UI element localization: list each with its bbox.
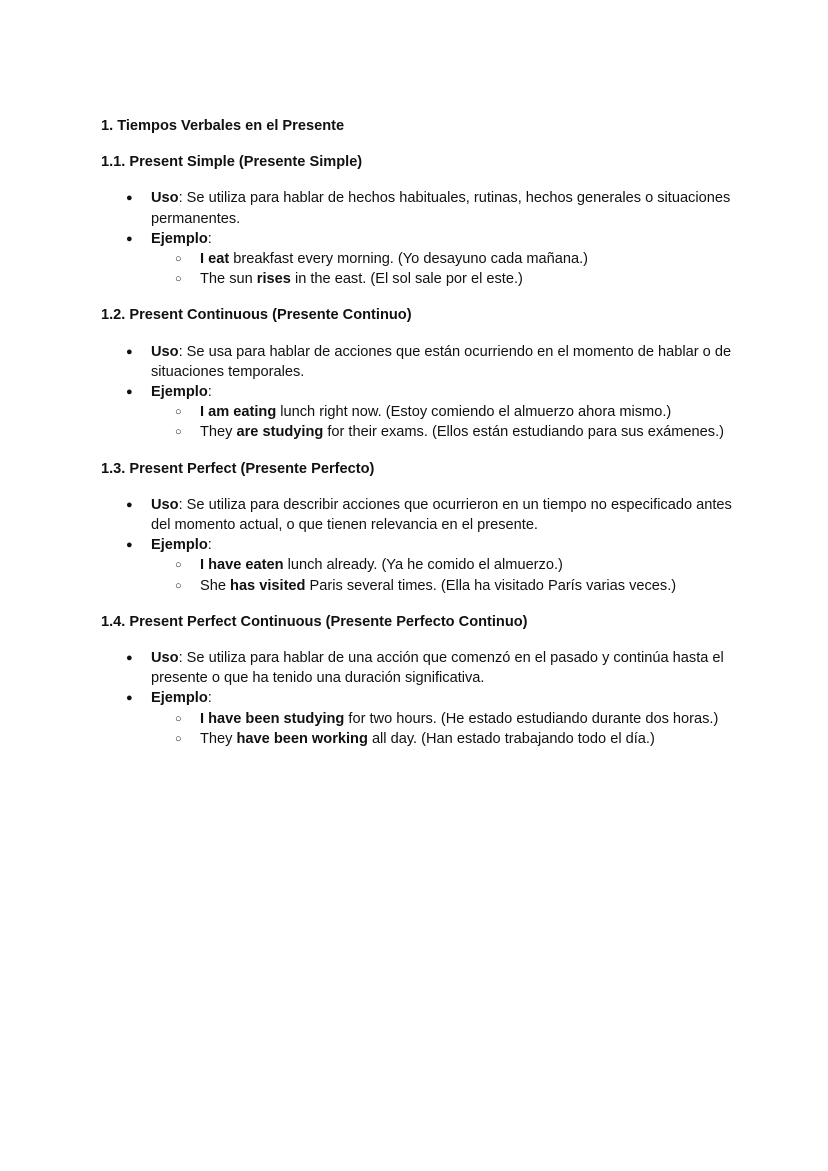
uso-label: Uso — [151, 496, 179, 513]
bullet-list — [101, 342, 741, 443]
example-pre: The sun — [200, 271, 257, 288]
section-present-continuous — [101, 305, 741, 442]
document-page — [101, 116, 741, 765]
example-list — [151, 709, 741, 749]
document-title: 1. Tiempos Verbales en el Presente — [101, 118, 345, 134]
example-post: lunch already. (Ya he comido el almuerzo.) — [283, 557, 563, 574]
example-item — [200, 729, 741, 749]
example-item — [200, 269, 741, 289]
example-list — [151, 402, 741, 442]
ejemplo-item — [151, 382, 741, 443]
bullet-list — [101, 495, 741, 596]
uso-text: : Se utiliza para hablar de una acción que comenzó en el pasado y continúa hasta el presente o que ha tenido una duración significativa. — [151, 650, 724, 687]
example-bold: I eat — [200, 251, 230, 268]
example-item — [200, 576, 741, 596]
example-bold: I have been studying — [200, 710, 345, 727]
example-item — [200, 402, 741, 422]
example-post: in the east. (El sol sale por el este.) — [290, 271, 523, 288]
ejemplo-colon: : — [207, 690, 212, 707]
example-list — [151, 555, 741, 595]
ejemplo-label: Ejemplo — [151, 690, 208, 707]
ejemplo-item — [151, 229, 741, 290]
uso-item — [151, 342, 741, 382]
example-post: lunch right now. (Estoy comiendo el almuerzo ahora mismo.) — [276, 404, 672, 421]
ejemplo-colon: : — [207, 384, 212, 401]
example-item — [200, 422, 741, 442]
example-item — [200, 249, 741, 269]
bullet-list — [101, 648, 741, 749]
uso-item — [151, 648, 741, 688]
uso-label: Uso — [151, 343, 179, 360]
section-heading: 1.1. Present Simple (Presente Simple) — [101, 154, 363, 171]
example-pre: They — [200, 730, 237, 747]
section-present-perfect-continuous — [101, 612, 741, 749]
ejemplo-label: Ejemplo — [151, 230, 208, 247]
example-list — [151, 249, 741, 289]
example-item — [200, 709, 741, 729]
example-post: for two hours. (He estado estudiando durante dos horas.) — [344, 710, 719, 727]
section-heading: 1.2. Present Continuous (Presente Continuo) — [101, 307, 412, 324]
example-post: for their exams. (Ellos están estudiando para sus exámenes.) — [323, 424, 724, 441]
uso-text: : Se usa para hablar de acciones que están ocurriendo en el momento de hablar o de situaciones temporales. — [151, 343, 732, 380]
section-heading: 1.3. Present Perfect (Presente Perfecto) — [101, 460, 375, 477]
section-present-simple — [101, 152, 741, 289]
example-bold: has visited — [230, 577, 306, 594]
section-heading: 1.4. Present Perfect Continuous (Presente Perfecto Continuo) — [101, 613, 528, 630]
example-bold: have been working — [236, 730, 368, 747]
uso-text: : Se utiliza para hablar de hechos habituales, rutinas, hechos generales o situaciones permanentes. — [151, 190, 731, 227]
bullet-list — [101, 188, 741, 289]
ejemplo-label: Ejemplo — [151, 384, 208, 401]
ejemplo-colon: : — [207, 230, 212, 247]
ejemplo-colon: : — [207, 537, 212, 554]
ejemplo-item — [151, 688, 741, 749]
example-bold: I have eaten — [200, 557, 284, 574]
ejemplo-item — [151, 535, 741, 596]
ejemplo-label: Ejemplo — [151, 537, 208, 554]
example-post: breakfast every morning. (Yo desayuno cada mañana.) — [229, 251, 589, 268]
example-bold: I am eating — [200, 404, 277, 421]
example-post: Paris several times. (Ella ha visitado París varias veces.) — [305, 577, 677, 594]
example-pre: They — [200, 424, 237, 441]
section-present-perfect — [101, 459, 741, 596]
example-pre: She — [200, 577, 231, 594]
uso-text: : Se utiliza para describir acciones que ocurrieron en un tiempo no especificado antes del momento actual, o que tienen relevancia en el presente. — [151, 496, 732, 534]
uso-label: Uso — [151, 190, 179, 207]
example-post: all day. (Han estado trabajando todo el día.) — [367, 730, 655, 747]
example-item — [200, 555, 741, 575]
uso-item — [151, 495, 741, 535]
uso-item — [151, 188, 741, 228]
example-bold: are studying — [236, 424, 324, 441]
uso-label: Uso — [151, 650, 179, 667]
example-bold: rises — [256, 271, 291, 288]
